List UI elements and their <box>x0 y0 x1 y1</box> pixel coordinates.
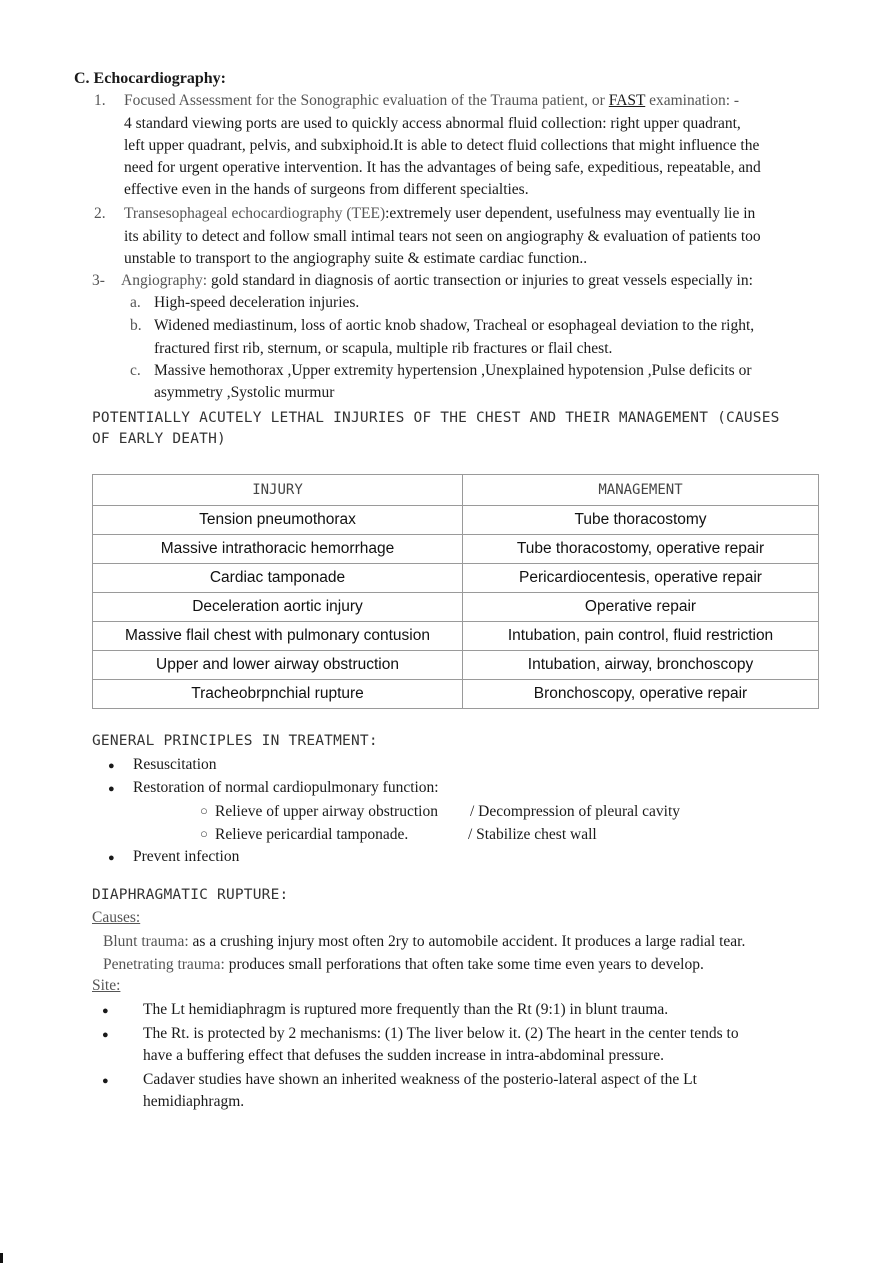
item-2-line: :extremely user dependent, usefulness may eventually lie in <box>385 205 756 222</box>
item-2-line: unstable to transport to the angiography suite & estimate cardiac function.. <box>124 250 588 267</box>
bullet-icon: ● <box>108 760 115 772</box>
sub-b-text: fractured first rib, sternum, or scapula, multiple rib fractures or flail chest. <box>154 340 613 357</box>
management-cell: Tube thoracostomy <box>463 506 819 535</box>
lethal-heading-cont: OF EARLY DEATH) <box>92 431 226 447</box>
item-3-text: gold standard in diagnosis of aortic transection or injuries to great vessels especially in: <box>210 272 753 289</box>
item-1-line: effective even in the hands of surgeons from different specialties. <box>124 181 529 198</box>
management-cell: Operative repair <box>463 593 819 622</box>
item-1-number: 1. <box>94 92 106 109</box>
principle-item: Prevent infection <box>133 848 240 865</box>
scan-edge-mark <box>0 1253 3 1263</box>
bullet-icon: ● <box>108 783 115 795</box>
table-row <box>93 622 819 651</box>
site-label: Site: <box>92 977 121 994</box>
site-item-cont: hemidiaphragm. <box>143 1093 245 1110</box>
site-item: The Rt. is protected by 2 mechanisms: (1) The liver below it. (2) The heart in the center tends to <box>143 1025 739 1042</box>
lethal-heading: POTENTIALLY ACUTELY LETHAL INJURIES OF THE CHEST AND THEIR MANAGEMENT (CAUSES <box>92 410 780 426</box>
table-row <box>93 593 819 622</box>
table-row <box>93 535 819 564</box>
bullet-icon: ● <box>102 1029 109 1041</box>
management-cell: Intubation, pain control, fluid restriction <box>463 622 819 651</box>
blunt-trauma-line <box>103 933 745 951</box>
injury-cell: Upper and lower airway obstruction <box>93 651 463 680</box>
diaphragm-heading: DIAPHRAGMATIC RUPTURE: <box>92 887 289 903</box>
injury-cell: Tracheobrpnchial rupture <box>93 680 463 709</box>
injury-cell: Tension pneumothorax <box>93 506 463 535</box>
penetrating-trauma-lead: Penetrating trauma: <box>103 956 225 973</box>
sub-a-letter: a. <box>130 294 141 311</box>
item-3-number: 3- <box>92 272 105 289</box>
principles-heading: GENERAL PRINCIPLES IN TREATMENT: <box>92 733 378 749</box>
item-1-lead: Focused Assessment for the Sonographic evaluation of the Trauma patient, or <box>124 92 605 109</box>
management-cell: Tube thoracostomy, operative repair <box>463 535 819 564</box>
circle-bullet-icon: ○ <box>200 803 208 818</box>
item-1-tail: examination: - <box>649 92 740 109</box>
site-item: The Lt hemidiaphragm is ruptured more frequently than the Rt (9:1) in blunt trauma. <box>143 1001 669 1018</box>
fast-term: FAST <box>608 92 646 109</box>
sub-principle: / Stabilize chest wall <box>468 826 597 843</box>
item-2-number: 2. <box>94 205 106 222</box>
section-c-heading: C. Echocardiography: <box>74 70 226 87</box>
item-3-first-line <box>121 272 753 290</box>
sub-principle: Relieve pericardial tamponade. <box>215 826 409 843</box>
penetrating-trauma-line <box>103 956 704 974</box>
bullet-icon: ● <box>108 852 115 864</box>
management-cell: Intubation, airway, bronchoscopy <box>463 651 819 680</box>
item-2-first-line <box>124 205 755 223</box>
item-2-line: its ability to detect and follow small intimal tears not seen on angiography & evaluation of patients too <box>124 228 761 245</box>
item-2-lead: Transesophageal echocardiography (TEE) <box>124 205 386 222</box>
sub-b-letter: b. <box>130 317 142 334</box>
causes-label: Causes: <box>92 909 141 926</box>
injury-cell: Massive flail chest with pulmonary contusion <box>93 622 463 651</box>
penetrating-trauma-text: produces small perforations that often take some time even years to develop. <box>228 956 704 973</box>
sub-principle: / Decompression of pleural cavity <box>470 803 681 820</box>
sub-a-text: High-speed deceleration injuries. <box>154 294 360 311</box>
sub-b-text: Widened mediastinum, loss of aortic knob shadow, Tracheal or esophageal deviation to the right, <box>154 317 755 334</box>
bullet-icon: ● <box>102 1005 109 1017</box>
table-row <box>93 651 819 680</box>
principle-item: Restoration of normal cardiopulmonary function: <box>133 779 439 796</box>
item-3-lead: Angiography: <box>121 272 208 289</box>
blunt-trauma-text: as a crushing injury most often 2ry to automobile accident. It produces a large radial tear. <box>192 933 746 950</box>
injury-cell: Massive intrathoracic hemorrhage <box>93 535 463 564</box>
table-header-row <box>93 475 819 506</box>
column-header-management: MANAGEMENT <box>463 475 819 506</box>
bullet-icon: ● <box>102 1075 109 1087</box>
sub-c-text: asymmetry ,Systolic murmur <box>154 384 335 401</box>
item-1-line: need for urgent operative intervention. It has the advantages of being safe, expeditious, repeatable, and <box>124 159 761 176</box>
item-1-first-line <box>124 92 739 110</box>
item-1-line: left upper quadrant, pelvis, and subxiphoid.It is able to detect fluid collections that might influence the <box>124 137 760 154</box>
column-header-injury: INJURY <box>93 475 463 506</box>
injury-management-table <box>92 474 819 709</box>
sub-c-text: Massive hemothorax ,Upper extremity hypertension ,Unexplained hypotension ,Pulse deficits or <box>154 362 752 379</box>
injury-cell: Cardiac tamponade <box>93 564 463 593</box>
blunt-trauma-lead: Blunt trauma: <box>103 933 189 950</box>
injury-cell: Deceleration aortic injury <box>93 593 463 622</box>
site-item: Cadaver studies have shown an inherited weakness of the posterio-lateral aspect of the Lt <box>143 1071 697 1088</box>
table-row <box>93 506 819 535</box>
sub-c-letter: c. <box>130 362 141 379</box>
management-cell: Bronchoscopy, operative repair <box>463 680 819 709</box>
management-cell: Pericardiocentesis, operative repair <box>463 564 819 593</box>
site-item-cont: have a buffering effect that defuses the sudden increase in intra-abdominal pressure. <box>143 1047 665 1064</box>
sub-principle: Relieve of upper airway obstruction <box>215 803 438 820</box>
table-row <box>93 564 819 593</box>
circle-bullet-icon: ○ <box>200 826 208 841</box>
table-row <box>93 680 819 709</box>
item-1-line: 4 standard viewing ports are used to quickly access abnormal fluid collection: right upper quadrant, <box>124 115 741 132</box>
principle-item: Resuscitation <box>133 756 217 773</box>
